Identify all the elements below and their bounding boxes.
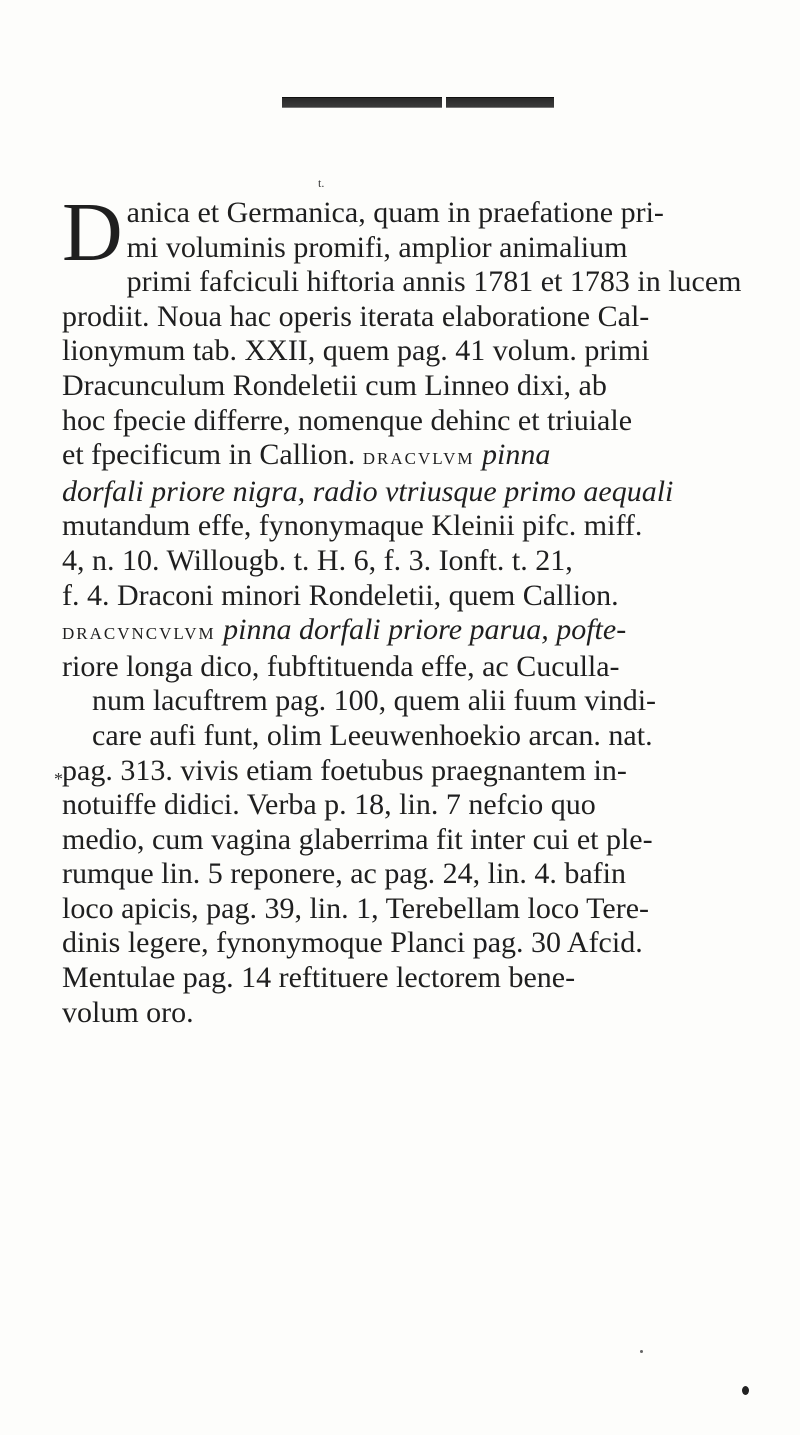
text-line: mi voluminis promifi, amplior animalium [126,230,628,264]
italic-term: pinna dorfali [223,613,381,647]
text-line: dinis legere, fynonymoque Planci pag. 30 Afcid. [62,926,643,960]
text-line: mutandum effe, fynonymaque Kleinii pifc. miff. [62,509,643,543]
text-line: 4, n. 10. Willougb. t. H. 6, f. 3. Ionft. t. 21, [62,543,573,577]
body-text [62,186,752,1030]
ornament-mark: t. [318,176,325,190]
text-line: dracvncvlvm pinna dorfali priore parua, pofte- [62,613,627,647]
small-caps-term: dracvlvm [362,444,475,471]
text-line: lionymum tab. XXII, quem pag. 41 volum. primi [62,334,650,368]
small-caps-term: dracvncvlvm [62,619,216,646]
text-line: prodiit. Noua hac operis iterata elaboratione Cal- [62,299,650,333]
speck [640,1350,643,1353]
margin-star-mark: * [54,769,63,789]
header-ornament-rule [282,97,554,108]
text-line: loco apicis, pag. 39, lin. 1, Terebellam loco Tere- [62,891,650,925]
text-line: Mentulae pag. 14 reftituere lectorem bene- [62,961,576,995]
text-line: dorfali priore nigra, radio vtriusque primo aequali [62,474,674,508]
text-line: primi fafciculi hiftoria annis 1781 et 1783 in lucem [126,265,742,299]
text-line: riore longa dico, fubftituenda effe, ac Cuculla- [62,649,620,683]
text-line: pag. 313. vivis etiam foetubus praegnantem in- [62,753,627,787]
text-line: f. 4. Draconi minori Rondeletii, quem Callion. [62,578,619,612]
text-line: rumque lin. 5 reponere, ac pag. 24, lin. 4. bafin [62,857,626,891]
text-line: medio, cum vagina glaberrima fit inter cui et ple- [62,822,653,856]
ink-dot [742,1386,749,1395]
text-line: anica et Germanica, quam in praefatione pri- [126,196,664,229]
text-line: care aufi funt, olim Leeuwenhoekio arcan. nat. [92,718,653,752]
text-line: notuiffe didici. Verba p. 18, lin. 7 nefcio quo [62,788,596,822]
drop-cap: D [62,186,123,279]
italic-term: pinna [481,438,551,472]
text-line: volum oro. [62,995,194,1029]
text-line: et fpecificum in Callion. dracvlvm pinna [62,438,551,472]
text-line: hoc fpecie differre, nomenque dehinc et triuiale [62,403,633,437]
ornament-gap [442,97,446,108]
text-line: Dracunculum Rondeletii cum Linneo dixi, ab [62,368,607,402]
text-line: num lacuftrem pag. 100, quem alii fuum vindi- [92,684,657,718]
